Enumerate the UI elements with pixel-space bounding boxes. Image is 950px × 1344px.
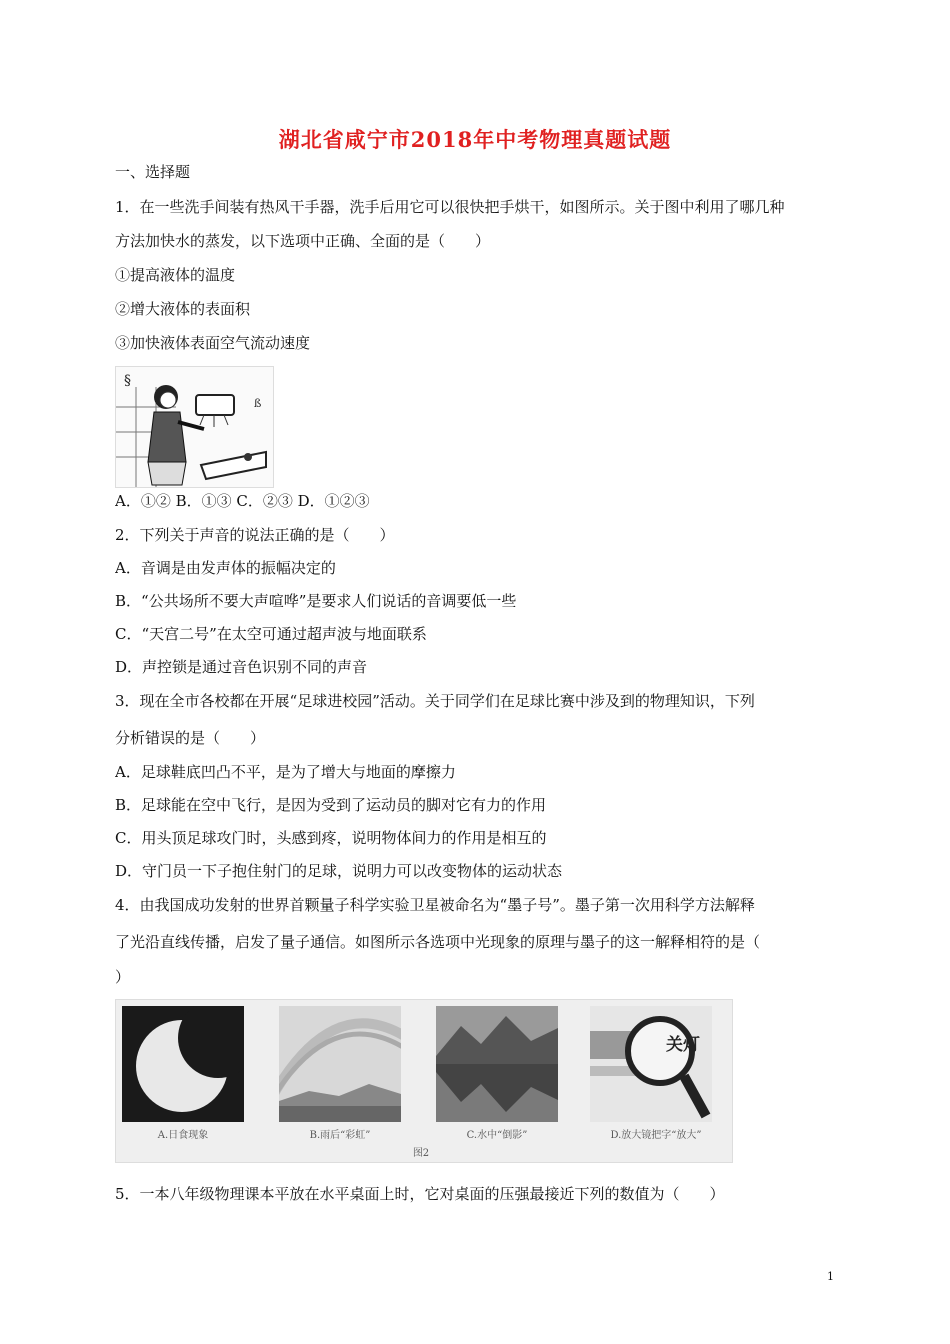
q4-stem-line2: 了光沿直线传播，启发了量子通信。如图所示各选项中光现象的原理与墨子的这一解释相符的是（ bbox=[115, 933, 761, 951]
q5-stem: 5．一本八年级物理课本平放在水平桌面上时，它对桌面的压强最接近下列的数值为（ ） bbox=[115, 1185, 725, 1203]
q3-option-a: A．足球鞋底凹凸不平，是为了增大与地面的摩擦力 bbox=[115, 763, 456, 781]
page-number: 1 bbox=[827, 1270, 834, 1283]
q1-stem-line1: 1．在一些洗手间装有热风干手器，洗手后用它可以很快把手烘干，如图所示。关于图中利用了哪几种 bbox=[115, 198, 785, 216]
svg-text:§: § bbox=[124, 373, 131, 389]
figure-label: 图2 bbox=[412, 1148, 430, 1159]
q3-option-d: D．守门员一下子抱住射门的足球，说明力可以改变物体的运动状态 bbox=[115, 862, 563, 880]
q3-option-b: B．足球能在空中飞行，是因为受到了运动员的脚对它有力的作用 bbox=[115, 796, 547, 814]
page-title: 湖北省咸宁市2018年中考物理真题试题 bbox=[278, 127, 672, 152]
caption-b: B.雨后“彩虹” bbox=[309, 1130, 371, 1141]
q2-option-b: B．“公共场所不要大声喧哗”是要求人们说话的音调要低一些 bbox=[115, 592, 517, 610]
q2-stem: 2．下列关于声音的说法正确的是（ ） bbox=[115, 526, 395, 544]
q2-option-d: D．声控锁是通过音色识别不同的声音 bbox=[115, 658, 368, 676]
caption-c: C.水中“倒影” bbox=[466, 1130, 528, 1141]
caption-a: A.日食现象 bbox=[157, 1130, 209, 1141]
caption-d: D.放大镜把字“放大” bbox=[610, 1130, 702, 1141]
q4-stem-line3: ） bbox=[115, 968, 131, 986]
section-heading: 一、选择题 bbox=[115, 163, 191, 181]
svg-text:ß: ß bbox=[254, 397, 262, 410]
rainbow-image bbox=[279, 1006, 401, 1122]
q2-option-a: A．音调是由发声体的振幅决定的 bbox=[115, 559, 336, 577]
water-reflection-image bbox=[436, 1006, 558, 1122]
q1-item1: ①提高液体的温度 bbox=[115, 266, 236, 284]
q3-stem-line2: 分析错误的是（ ） bbox=[115, 729, 266, 747]
q3-option-c: C．用头顶足球攻门时，头感到疼，说明物体间力的作用是相互的 bbox=[115, 829, 547, 847]
hand-dryer-figure bbox=[115, 366, 274, 488]
magnifier-image bbox=[590, 1006, 712, 1122]
figure-2-panel bbox=[115, 999, 733, 1163]
q1-stem-line2: 方法加快水的蒸发，以下选项中正确、全面的是（ ） bbox=[115, 232, 491, 250]
q1-item3: ③加快液体表面空气流动速度 bbox=[115, 334, 311, 352]
q1-options: A．①② B．①③ C．②③ D．①②③ bbox=[115, 492, 370, 510]
q3-stem-line1: 3．现在全市各校都在开展“足球进校园”活动。关于同学们在足球比赛中涉及到的物理知识，下列 bbox=[115, 692, 755, 710]
magnifier-lens-text: 关灯 bbox=[666, 1035, 700, 1055]
q2-option-c: C．“天宫二号”在太空可通过超声波与地面联系 bbox=[115, 625, 427, 643]
q4-stem-line1: 4．由我国成功发射的世界首颗量子科学实验卫星被命名为“墨子号”。墨子第一次用科学方法解释 bbox=[115, 896, 755, 914]
q1-item2: ②增大液体的表面积 bbox=[115, 300, 251, 318]
solar-eclipse-image bbox=[122, 1006, 244, 1122]
